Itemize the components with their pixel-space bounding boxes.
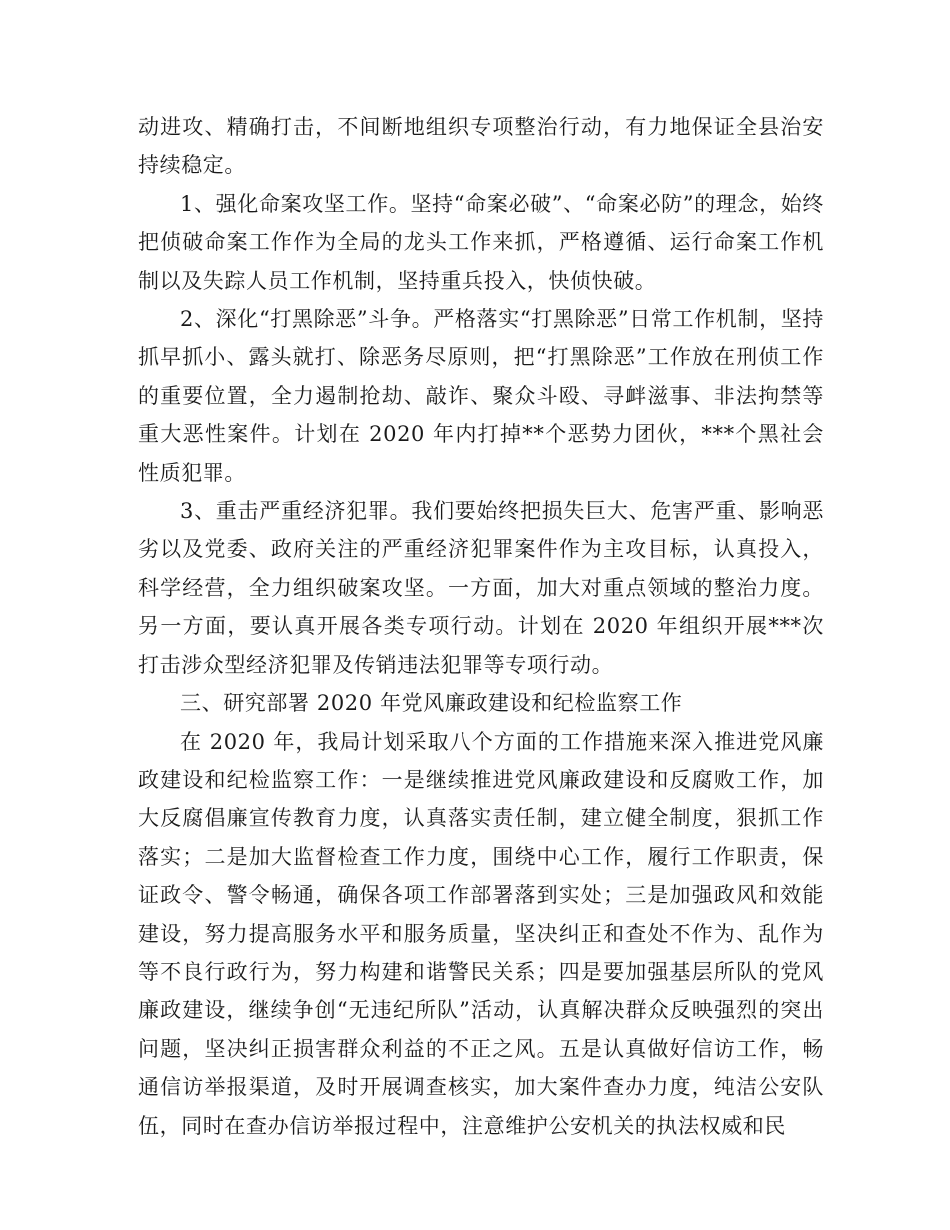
paragraph-item-3: 3、重击严重经济犯罪。我们要始终把损失巨大、危害严重、影响恶劣以及党委、政府关注的严重经济犯罪案件作为主攻目标，认真投入，科学经营，全力组织破案攻坚。一方面，加大对重点领域的整治力度。另一方面，要认真开展各类专项行动。计划在 2020 年组织开展***次打击涉众型经济犯罪及传销违法犯罪等专项行动。 bbox=[138, 499, 824, 677]
paragraph-item-2: 2、深化“打黑除恶”斗争。严格落实“打黑除恶”日常工作机制，坚持抓早抓小、露头就打、除恶务尽原则，把“打黑除恶”工作放在刑侦工作的重要位置，全力遏制抢劫、敲诈、聚众斗殴、寻衅滋事、非法拘禁等重大恶性案件。计划在 2020 年内打掉**个恶势力团伙，***个黑社会性质犯罪。 bbox=[138, 307, 824, 485]
paragraph-section-3-body: 在 2020 年，我局计划采取八个方面的工作措施来深入推进党风廉政建设和纪检监察工作：一是继续推进党风廉政建设和反腐败工作，加大反腐倡廉宣传教育力度，认真落实责任制，建立健全制度，狠抓工作落实；二是加大监督检查工作力度，围绕中心工作，履行工作职责，保证政令、警令畅通，确保各项工作部署落到实处；三是加强政风和效能建设，努力提高服务水平和服务质量，坚决纠正和查处不作为、乱作为等不良行政行为，努力构建和谐警民关系；四是要加强基层所队的党风廉政建设，继续争创“无违纪所队”活动，认真解决群众反映强烈的突出问题，坚决纠正损害群众利益的不正之风。五是认真做好信访工作，畅通信访举报渠道，及时开展调查核实，加大案件查办力度，纯洁公安队伍，同时在查办信访举报过程中，注意维护公安机关的执法权威和民 bbox=[138, 729, 824, 1138]
paragraph-continuation: 动进攻、精确打击，不间断地组织专项整治行动，有力地保证全县治安持续稳定。 bbox=[138, 115, 824, 178]
document-body bbox=[138, 108, 824, 1145]
section-heading-3: 三、研究部署 2020 年党风廉政建设和纪检监察工作 bbox=[180, 691, 683, 716]
paragraph-item-1: 1、强化命案攻坚工作。坚持“命案必破”、“命案必防”的理念，始终把侦破命案工作作为全局的龙头工作来抓，严格遵循、运行命案工作机制以及失踪人员工作机制，坚持重兵投入，快侦快破。 bbox=[138, 191, 824, 293]
